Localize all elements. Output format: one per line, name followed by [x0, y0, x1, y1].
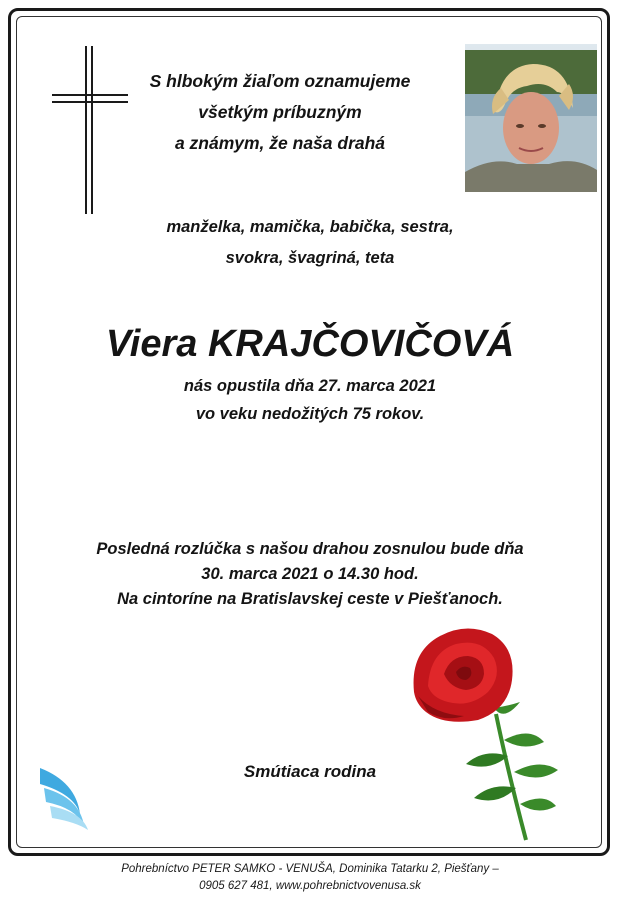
- intro-line-1: S hlbokým žiaľom oznamujeme: [149, 71, 411, 91]
- portrait-photo: [465, 44, 597, 192]
- footer-line-2: 0905 627 481, www.pohrebnictvovenusa.sk: [199, 880, 421, 892]
- intro-text: [110, 66, 450, 159]
- rose-illustration: [404, 622, 564, 844]
- funeral-line-1: Posledná rozlúčka s našou drahou zosnulou bude dňa: [96, 540, 524, 558]
- first-name: Viera: [105, 323, 198, 365]
- relations-line-1: manželka, mamička, babička, sestra,: [166, 218, 454, 236]
- deceased-name: [0, 322, 620, 366]
- footer-contact: [40, 861, 580, 895]
- death-date-line: nás opustila dňa 27. marca 2021: [183, 377, 437, 395]
- funeral-info: [40, 537, 580, 612]
- age-line: vo veku nedožitých 75 rokov.: [195, 405, 425, 423]
- relations-line-2: svokra, švagriná, teta: [225, 249, 395, 267]
- relations-text: [100, 212, 520, 274]
- signoff: Smútiaca rodina: [243, 762, 377, 781]
- footer-line-1: Pohrebníctvo PETER SAMKO - VENUŠA, Dominika Tatarku 2, Piešťany –: [121, 863, 499, 875]
- funeral-line-3: Na cintoríne na Bratislavskej ceste v Piešťanoch.: [117, 590, 503, 608]
- intro-line-2: všetkým príbuzným: [198, 102, 362, 122]
- flame-logo-icon: [36, 764, 94, 832]
- death-info: [80, 372, 540, 428]
- last-name: KRAJČOVIČOVÁ: [207, 323, 515, 365]
- intro-line-3: a známym, že naša drahá: [174, 133, 386, 153]
- funeral-line-2: 30. marca 2021 o 14.30 hod.: [201, 565, 419, 583]
